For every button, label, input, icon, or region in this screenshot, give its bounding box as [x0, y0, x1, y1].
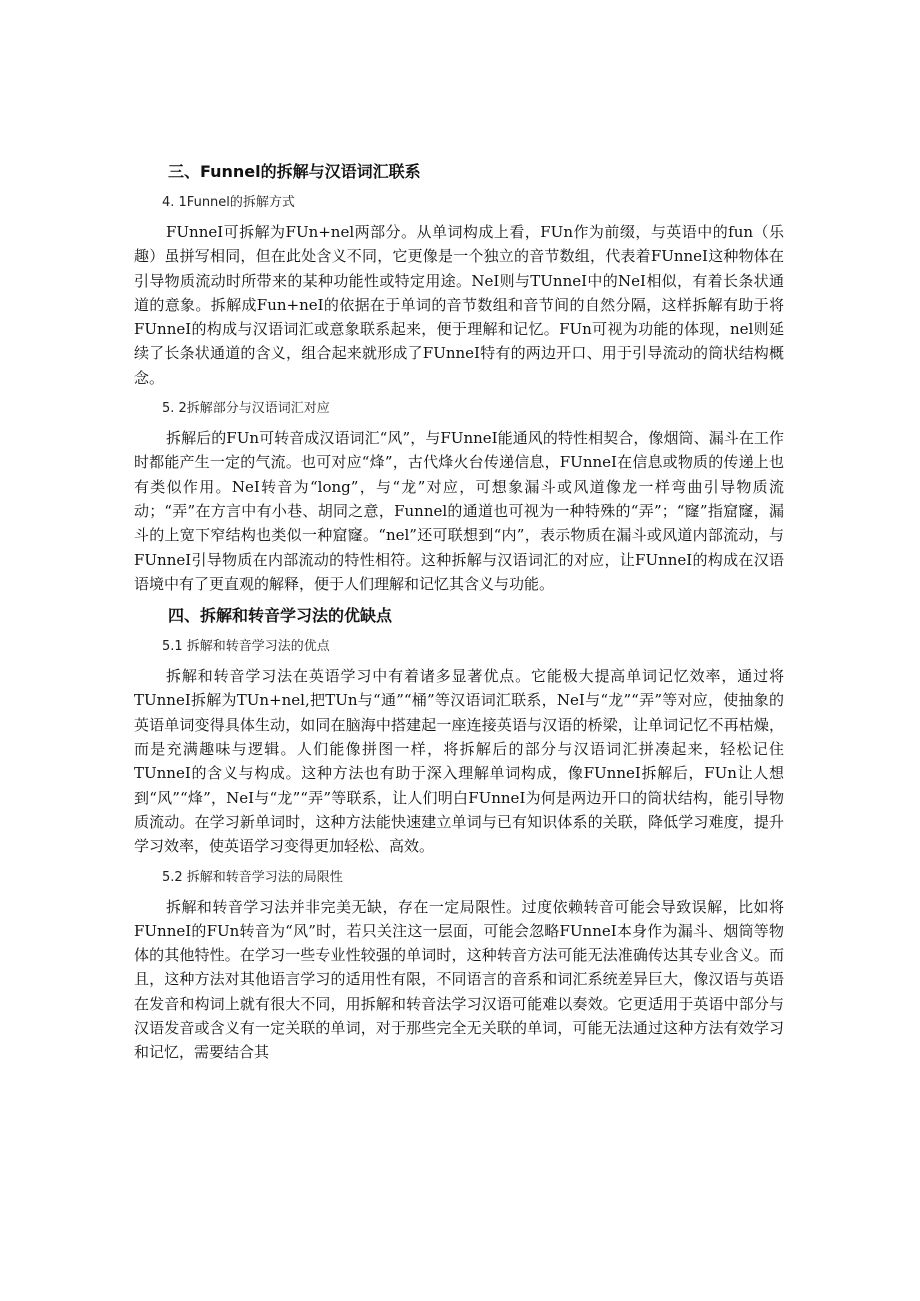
subsection-5-2-limitations-heading: 5.2 拆解和转音学习法的局限性: [162, 869, 343, 885]
paragraph-advantages: 拆解和转音学习法在英语学习中有着诸多显著优点。它能极大提高单词记忆效率，通过将TUnneI拆解为TUn+nel,把TUn与“通”“桶”等汉语词汇联系，NeI与“龙”“弄”等对应，使抽象的英语单词变得具体生动，如同在脑海中搭建起一座连接英语与汉语的桥梁，让单词记忆不再枯燥，而是充满趣味与逻辑。人们能像拼图一样，将拆解后的部分与汉语词汇拼凑起来，轻松记住TUnneI的含义与构成。这种方法也有助于深入理解单词构成，像FUnneI拆解后，FUn让人想到“风”“烽”，NeI与“龙”“弄”等联系，让人们明白FUnneI为何是两边开口的筒状结构，能引导物质流动。在学习新单词时，这种方法能快速建立单词与已有知识体系的关联，降低学习难度，提升学习效率，使英语学习变得更加轻松、高效。: [134, 667, 784, 856]
paragraph-chinese-mapping: 拆解后的FUn可转音成汉语词汇“风”，与FUnneI能通风的特性相契合，像烟筒、漏斗在工作时都能产生一定的气流。也可对应“烽”，古代烽火台传递信息，FUnneI在信息或物质的传递上也有类似作用。NeI转音为“long”，与“龙”对应，可想象漏斗或风道像龙一样弯曲引导物质流动；“弄”在方言中有小巷、胡同之意，Funnel的通道也可视为一种特殊的“弄”；“窿”指窟窿，漏斗的上宽下窄结构也类似一种窟窿。“nel”还可联想到“内”，表示物质在漏斗或风道内部流动，与FUnneI引导物质在内部流动的特性相符。这种拆解与汉语词汇的对应，让FUnneI的构成在汉语语境中有了更直观的解释，便于人们理解和记忆其含义与功能。: [134, 429, 784, 593]
subsection-5-1-advantages-heading: 5.1 拆解和转音学习法的优点: [162, 639, 330, 655]
section-3-heading: 三、Funnel的拆解与汉语词汇联系: [168, 162, 421, 181]
paragraph-limitations: 拆解和转音学习法并非完美无缺，存在一定局限性。过度依赖转音可能会导致误解，比如将FUnneI的FUn转音为“风”时，若只关注这一层面，可能会忽略FUnneI本身作为漏斗、烟筒等物体的其他特性。在学习一些专业性较强的单词时，这种转音方法可能无法准确传达其专业含义。而且，这种方法对其他语言学习的适用性有限，不同语言的音系和词汇系统差异巨大，像汉语与英语在发音和构词上就有很大不同，用拆解和转音法学习汉语可能难以奏效。它更适用于英语中部分与汉语发音或含义有一定关联的单词，对于那些完全无关联的单词，可能无法通过这种方法有效学习和记忆，需要结合其: [134, 897, 784, 1062]
subsection-4-1-heading: 4. 1Funnel的拆解方式: [162, 195, 295, 210]
document-body: [134, 160, 784, 1073]
subsection-5-2-mapping-heading: 5. 2拆解部分与汉语词汇对应: [162, 401, 330, 417]
paragraph-funnel-decomposition: FUnneI可拆解为FUn+nel两部分。从单词构成上看，FUn作为前缀，与英语中的fun（乐趣）虽拼写相同，但在此处含义不同，它更像是一个独立的音节数组，代表着FUnneI这种物体在引导物质流动时所带来的某种功能性或特定用途。NeI则与TUnneI中的NeI相似，有着长条状通道的意象。拆解成Fun+neI的依据在于单词的音节数组和音节间的自然分隔，这样拆解有助于将FUnneI的构成与汉语词汇或意象联系起来，便于理解和记忆。FUn可视为功能的体现，nel则延续了长条状通道的含义，组合起来就形成了FUnneI特有的两边开口、用于引导流动的筒状结构概念。: [134, 223, 784, 387]
section-4-heading: 四、拆解和转音学习法的优缺点: [168, 606, 393, 626]
